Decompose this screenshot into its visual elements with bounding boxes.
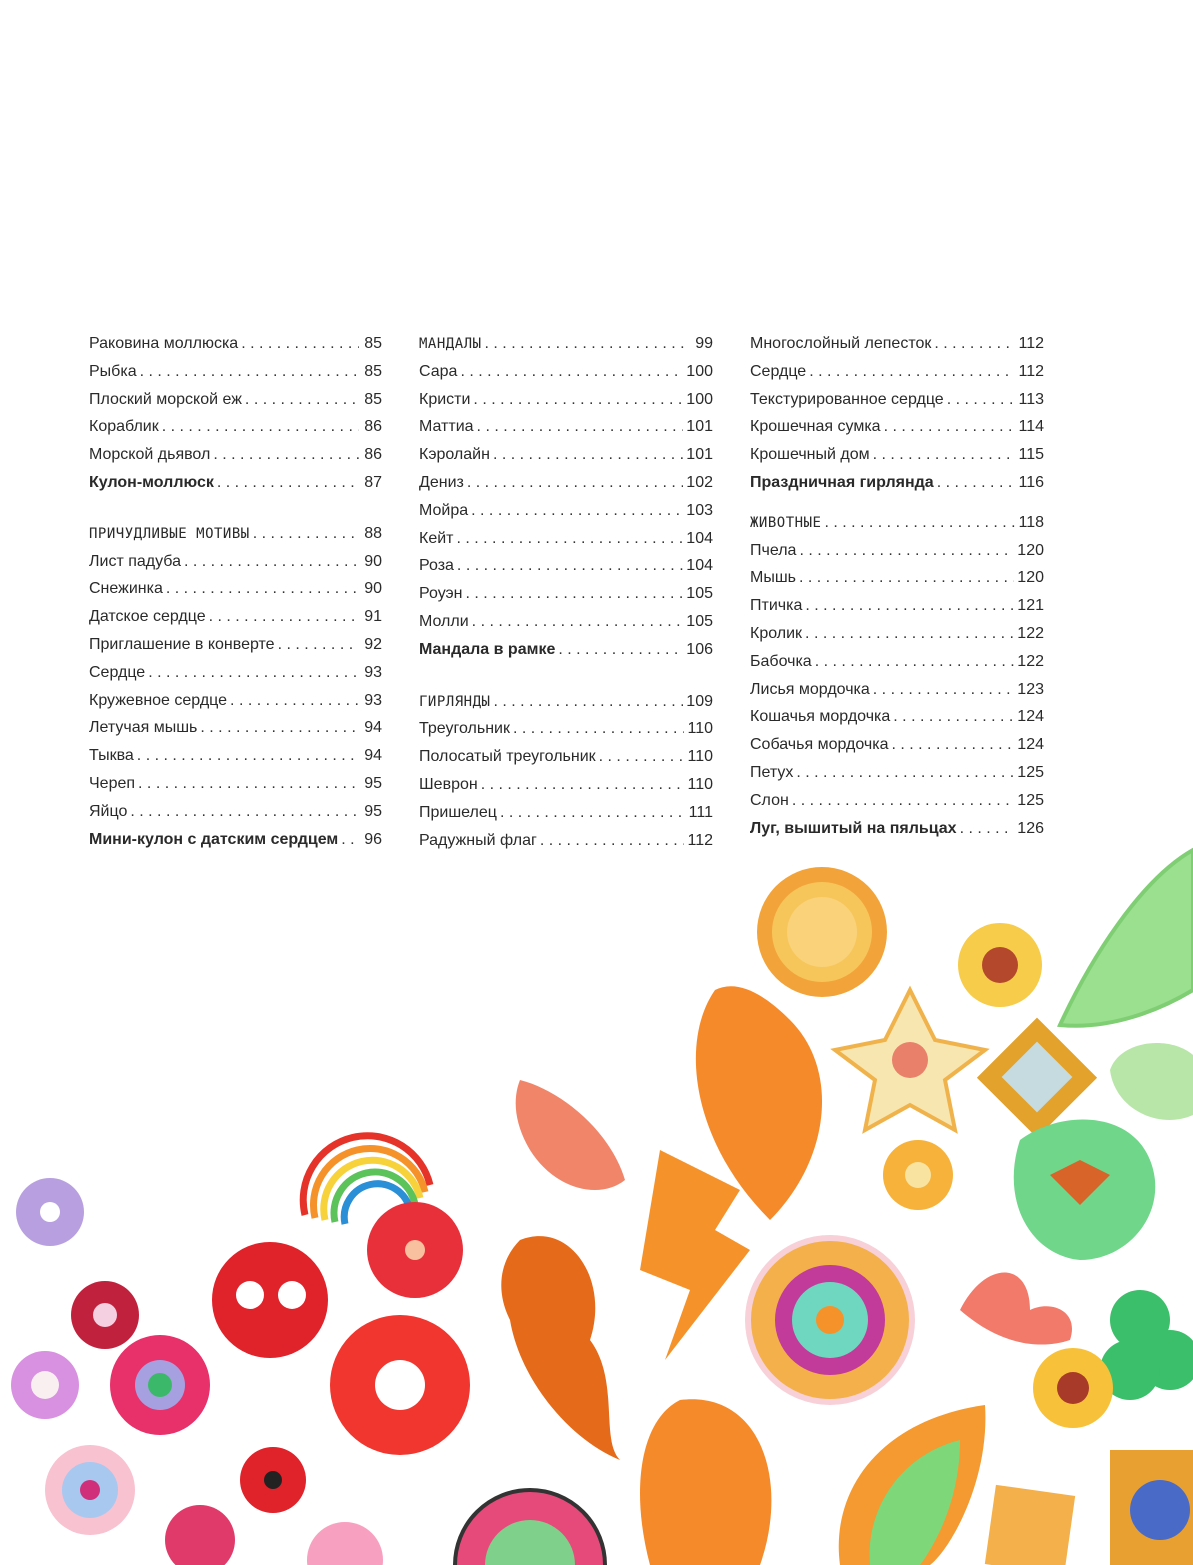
toc-entry[interactable]: Кораблик . . . 86 [89,413,382,441]
coral-leaf-motif [516,1080,625,1190]
toc-entry[interactable]: Кейт . . . 104 [419,525,713,553]
toc-entry[interactable]: Яйцо . . . 95 [89,798,382,826]
toc-entry[interactable]: Морской дьявол . . . 86 [89,441,382,469]
leader-dots [796,759,1014,787]
toc-entry[interactable]: Летучая мышь . . . 94 [89,714,382,742]
sunflower-motif [958,923,1042,1007]
crochet-motifs-photo [0,840,1193,1565]
toc-entry[interactable]: Молли . . . 105 [419,608,713,636]
leader-dots [138,770,359,798]
spacer [419,664,713,688]
pink-flower-motif [11,1351,79,1419]
leader-dots [466,580,684,608]
leader-dots [200,714,359,742]
leader-dots [805,592,1014,620]
oak-leaf-motif [501,1236,620,1460]
toc-section-heading[interactable]: ЖИВОТНЫЕ . . . 118 [750,509,1044,537]
leader-dots [805,620,1014,648]
toc-entry[interactable]: Кристи . . . 100 [419,386,713,414]
toc-entry[interactable]: Роуэн . . . 105 [419,580,713,608]
leader-dots [137,742,359,770]
toc-entry[interactable]: Треугольник . . . 110 [419,715,713,743]
toc-entry[interactable]: Приглашение в конверте . . . 92 [89,631,382,659]
leader-dots [485,330,690,358]
leader-dots [893,703,1014,731]
leader-dots [140,358,359,386]
leader-dots [513,715,685,743]
toc-entry[interactable]: Дениз . . . 102 [419,469,713,497]
toc-entry[interactable]: Роза . . . 104 [419,552,713,580]
toc-column-1 [89,330,382,853]
toc-entry[interactable]: Многослойный лепесток . . . 112 [750,330,1044,358]
star-flower-motif [835,990,985,1130]
leader-dots [245,386,359,414]
leader-dots [209,603,359,631]
yellow-sun-motif [757,867,887,997]
toc-entry[interactable]: Раковина моллюска . . . 85 [89,330,382,358]
orange-lace-motif [640,1399,771,1565]
leader-dots [213,441,359,469]
toc-entry[interactable]: Сара . . . 100 [419,358,713,386]
magenta-flower-motif [71,1281,139,1349]
toc-entry[interactable]: Череп . . . 95 [89,770,382,798]
toc-entry[interactable]: Бабочка . . . 122 [750,648,1044,676]
leader-dots [599,743,685,771]
leader-dots [457,552,683,580]
rose-flower-motif [165,1505,235,1565]
red-flower-motif [367,1202,463,1298]
toc-entry[interactable]: Лисья мордочка . . . 123 [750,676,1044,704]
toc-column-2 [419,330,713,854]
coral-bow-motif [960,1273,1072,1345]
toc-entry-project[interactable]: Мини-кулон с датским сердцем . . . 96 [89,826,382,854]
leader-dots [792,787,1014,815]
toc-entry[interactable]: Датское сердце . . . 91 [89,603,382,631]
leader-dots [467,469,683,497]
leader-dots [809,358,1015,386]
leader-dots [960,815,1015,843]
toc-entry[interactable]: Собачья мордочка . . . 124 [750,731,1044,759]
toc-entry[interactable]: Кошачья мордочка . . . 124 [750,703,1044,731]
toc-entry[interactable]: Мышь . . . 120 [750,564,1044,592]
toc-entry[interactable]: Полосатый треугольник . . . 110 [419,743,713,771]
toc-entry[interactable]: Пришелец . . . 111 [419,799,713,827]
toc-entry[interactable]: Снежинка . . . 90 [89,575,382,603]
leader-dots [130,798,359,826]
leader-dots [166,575,359,603]
leader-dots [217,469,359,497]
toc-entry-project[interactable]: Праздничная гирлянда . . . 116 [750,469,1044,497]
leader-dots [472,608,684,636]
toc-entry[interactable]: Пчела . . . 120 [750,537,1044,565]
leader-dots [456,525,683,553]
toc-entry[interactable]: Крошечный дом . . . 115 [750,441,1044,469]
leader-dots [934,330,1015,358]
leader-dots [799,537,1014,565]
toc-entry-project[interactable]: Кулон-моллюск . . . 87 [89,469,382,497]
toc-entry-project[interactable]: Мандала в рамке . . . 106 [419,636,713,664]
toc-entry[interactable]: Радужный флаг . . . 112 [419,827,713,855]
leader-dots [460,358,683,386]
leader-dots [481,771,685,799]
skull-motif [212,1242,328,1358]
toc-entry[interactable]: Сердце . . . 112 [750,358,1044,386]
toc-entry[interactable]: Кролик . . . 122 [750,620,1044,648]
colorful-mandala-bottom [307,1522,383,1565]
green-leaf-motif [1060,850,1193,1026]
leader-dots [230,687,359,715]
toc-entry[interactable]: Крошечная сумка . . . 114 [750,413,1044,441]
toc-entry[interactable]: Слон . . . 125 [750,787,1044,815]
leader-dots [891,731,1014,759]
leader-dots [873,676,1015,704]
pastel-circle-motif [45,1445,135,1535]
multicolor-square-center [1130,1480,1190,1540]
leader-dots [241,330,359,358]
leader-dots [473,386,683,414]
leader-dots [500,799,686,827]
leader-dots [937,469,1016,497]
leader-dots [884,413,1016,441]
small-yellow-flower-motif [883,1140,953,1210]
leader-dots [253,520,359,548]
circle-mandala-motif [455,1490,605,1565]
leader-dots [148,659,359,687]
leader-dots [493,688,683,716]
toc-entry[interactable]: Кружевное сердце . . . 93 [89,687,382,715]
toc-entry[interactable]: Тыква . . . 94 [89,742,382,770]
leader-dots [558,636,683,664]
toc-entry[interactable]: Птичка . . . 121 [750,592,1044,620]
lightning-bolt-motif [640,1150,750,1360]
leader-dots [184,548,359,576]
leader-dots [471,497,683,525]
toc-entry[interactable]: Маттиа . . . 101 [419,413,713,441]
toc-entry[interactable]: Петух . . . 125 [750,759,1044,787]
leader-dots [493,441,683,469]
toc-entry[interactable]: Сердце . . . 93 [89,659,382,687]
leader-dots [162,413,359,441]
toc-section-heading[interactable]: ПРИЧУДЛИВЫЕ МОТИВЫ . . . 88 [89,520,382,548]
mandala-motif [748,1238,912,1402]
clover-motif [1100,1290,1193,1400]
toc-entry[interactable]: Текстурированное сердце . . . 113 [750,386,1044,414]
lilac-flower-motif [16,1178,84,1246]
leader-dots [947,386,1016,414]
toc-entry[interactable]: Мойра . . . 103 [419,497,713,525]
leader-dots [815,648,1015,676]
leader-dots [278,631,359,659]
leader-dots [477,413,684,441]
toc-entry[interactable]: Плоский морской еж . . . 85 [89,386,382,414]
triangle-flower-motif [110,1335,210,1435]
poppy-motif [240,1447,306,1513]
toc-entry[interactable]: Шеврон . . . 110 [419,771,713,799]
orange-square-motif [985,1485,1075,1565]
spacer [750,497,1044,509]
leader-dots [824,509,1015,537]
toc-entry[interactable]: Рыбка . . . 85 [89,358,382,386]
toc-section-heading[interactable]: МАНДАЛЫ . . . 99 [419,330,713,358]
toc-entry[interactable]: Лист падуба . . . 90 [89,548,382,576]
light-green-flower-motif [1110,1043,1193,1120]
spacer [89,497,382,520]
toc-entry[interactable]: Кэролайн . . . 101 [419,441,713,469]
toc-entry-project[interactable]: Луг, вышитый на пяльцах . . . 126 [750,815,1044,843]
toc-section-heading[interactable]: ГИРЛЯНДЫ . . . 109 [419,688,713,716]
leader-dots [873,441,1016,469]
toc-column-3 [750,330,1044,842]
red-doily-motif [330,1315,470,1455]
green-square-motif [1014,1120,1156,1260]
leader-dots [799,564,1014,592]
bottom-sunflower-motif [1033,1348,1113,1428]
